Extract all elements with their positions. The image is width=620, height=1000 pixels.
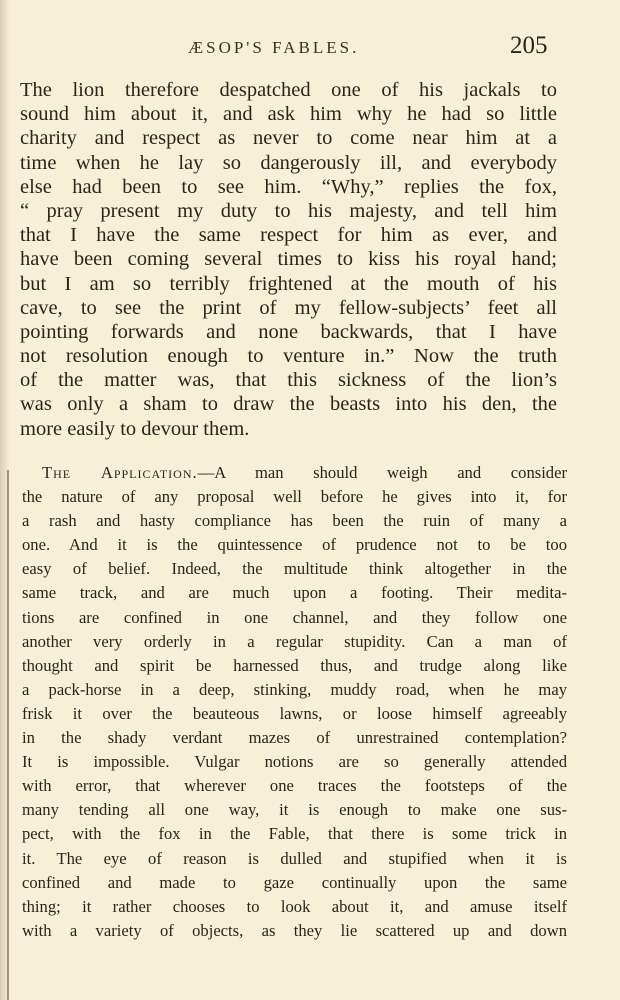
application-paragraph bbox=[22, 461, 567, 943]
text-span: —A man should weigh and consider bbox=[197, 463, 567, 482]
text-line: thing; it rather chooses to look about it, and amuse itself bbox=[22, 896, 567, 916]
fable-paragraph bbox=[20, 78, 557, 441]
text-line: charity and respect as never to come near him at a bbox=[20, 127, 557, 150]
text-line: The lion therefore despatched one of his jackals to bbox=[20, 79, 557, 101]
text-line: a pack-horse in a deep, stinking, muddy road, when he may bbox=[22, 679, 567, 699]
text-line: more easily to devour them. bbox=[20, 417, 250, 440]
text-line: in the shady verdant mazes of unrestrained contemplation? bbox=[22, 728, 567, 748]
page-number: 205 bbox=[510, 32, 548, 59]
running-title: ÆSOP'S FABLES. bbox=[188, 38, 360, 57]
text-line: was only a sham to draw the beasts into his den, the bbox=[20, 393, 557, 416]
text-line: confined and made to gaze continually upon the same bbox=[22, 872, 567, 892]
text-line: one. And it is the quintessence of prudence not to be too bbox=[22, 535, 567, 555]
text-line: It is impossible. Vulgar notions are so generally attended bbox=[22, 752, 567, 772]
text-line: pointing forwards and none backwards, that I have bbox=[20, 320, 557, 343]
text-line: tions are confined in one channel, and they follow one bbox=[22, 607, 567, 627]
text-line: that I have the same respect for him as ever, and bbox=[20, 224, 557, 247]
text-line: time when he lay so dangerously ill, and everybody bbox=[20, 151, 557, 174]
application-heading: The Application. bbox=[42, 463, 198, 482]
text-line: cave, to see the print of my fellow-subjects’ feet all bbox=[20, 296, 557, 319]
text-line: easy of belief. Indeed, the multitude think altogether in the bbox=[22, 559, 567, 579]
text-line: with error, that wherever one traces the footsteps of the bbox=[22, 776, 567, 796]
text-line: a rash and hasty compliance has been the ruin of many a bbox=[22, 511, 567, 531]
text-line: else had been to see him. “Why,” replies the fox, bbox=[20, 175, 557, 198]
page-header bbox=[0, 32, 620, 62]
text-line: of the matter was, that this sickness of the lion’s bbox=[20, 369, 557, 392]
text-line: another very orderly in a regular stupidity. Can a man of bbox=[22, 631, 567, 651]
text-line: sound him about it, and ask him why he had so little bbox=[20, 103, 557, 126]
text-line: many tending all one way, it is enough to make one sus- bbox=[22, 800, 567, 820]
text-line: but I am so terribly frightened at the mouth of his bbox=[20, 272, 557, 295]
text-line: it. The eye of reason is dulled and stupified when it is bbox=[22, 848, 567, 868]
application-first-line bbox=[22, 461, 567, 485]
text-line: the nature of any proposal well before he gives into it, for bbox=[22, 487, 567, 507]
text-line: with a variety of objects, as they lie scattered up and down bbox=[22, 920, 567, 940]
text-line: have been coming several times to kiss his royal hand; bbox=[20, 248, 557, 271]
text-line: “ pray present my duty to his majesty, and tell him bbox=[20, 199, 557, 222]
text-line: not resolution enough to venture in.” Now the truth bbox=[20, 345, 557, 368]
text-line: pect, with the fox in the Fable, that there is some trick in bbox=[22, 824, 567, 844]
text-line: same track, and are much upon a footing. Their medita- bbox=[22, 583, 567, 603]
text-line: frisk it over the beauteous lawns, or loose himself agreeably bbox=[22, 703, 567, 723]
text-line: thought and spirit be harnessed thus, and trudge along like bbox=[22, 655, 567, 675]
binding-edge bbox=[7, 470, 9, 1000]
